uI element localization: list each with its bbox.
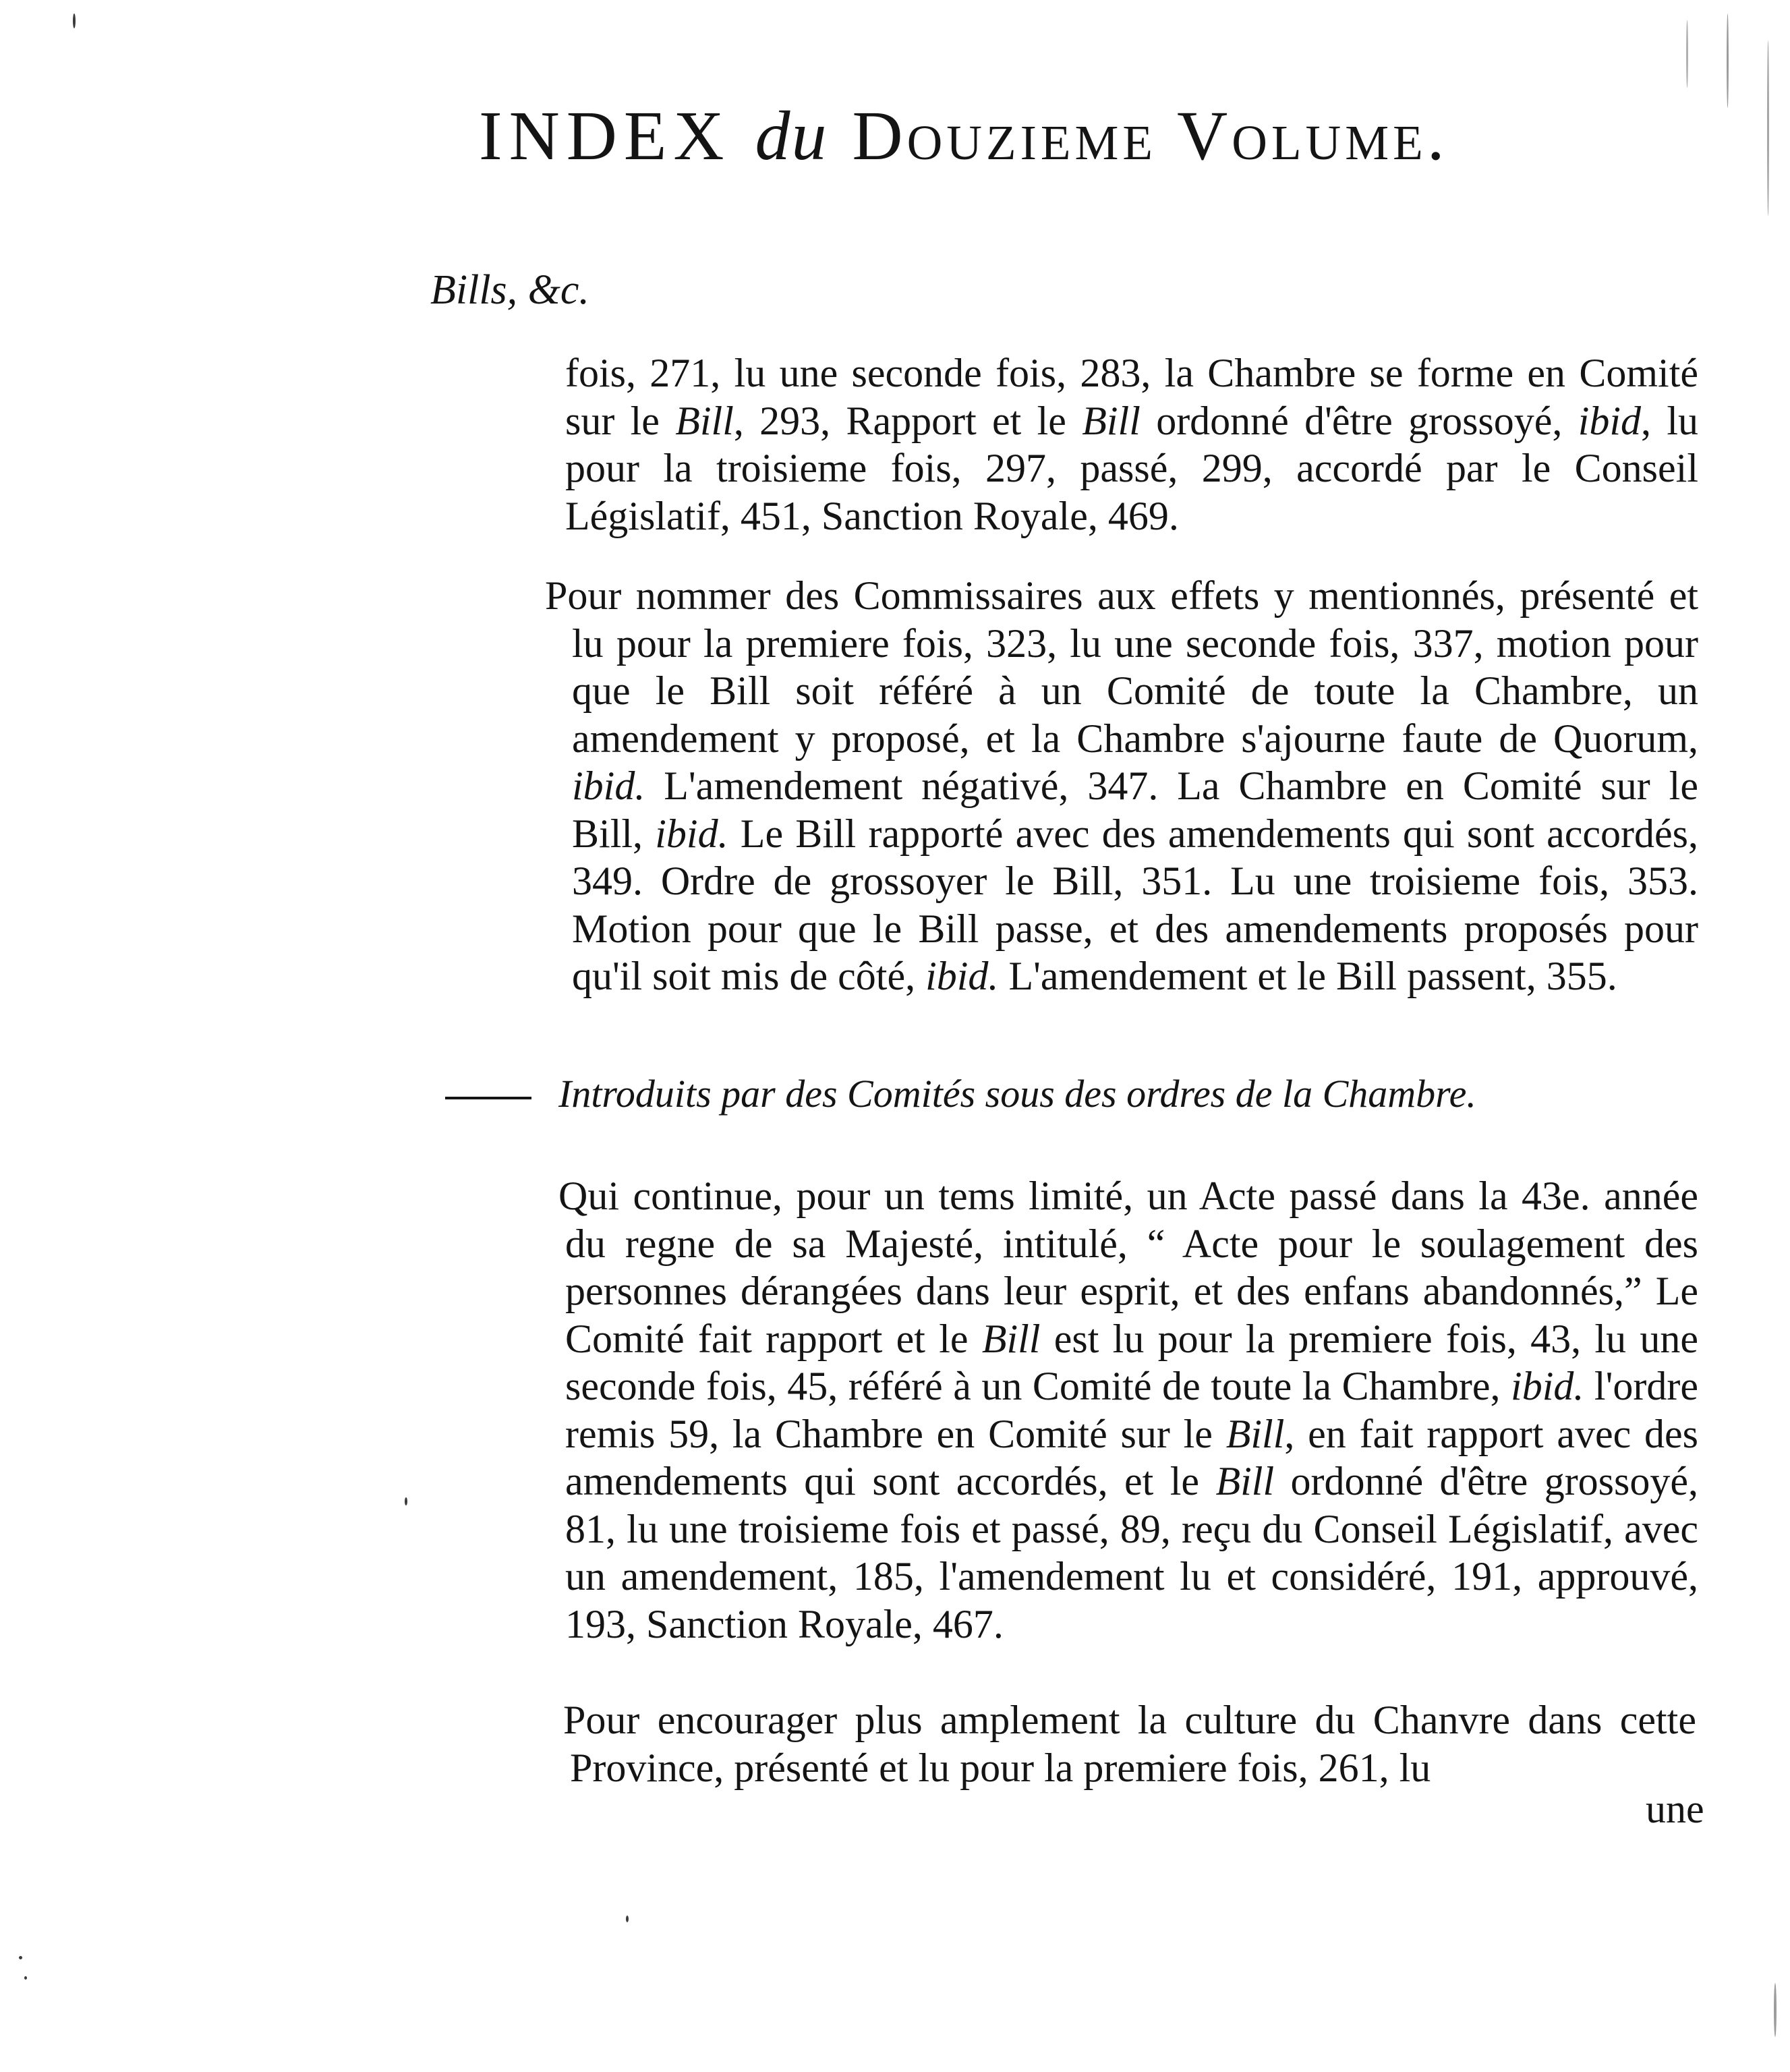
index-entry bbox=[565, 349, 1698, 540]
entry-italic-text: ibid. bbox=[572, 764, 645, 808]
entry-text: l'ordre remis 59, la Chambre en Comité sur le bbox=[565, 1364, 1698, 1456]
running-title bbox=[479, 97, 1693, 175]
catchword: une bbox=[1646, 1787, 1704, 1831]
entry-italic-text: Bill bbox=[1215, 1459, 1275, 1503]
section-heading: Bills, &c. bbox=[430, 267, 589, 313]
entry-text: , 293, Rapport et le bbox=[733, 398, 1082, 443]
print-speck bbox=[626, 1916, 629, 1922]
entry-italic-text: ibid bbox=[1578, 398, 1642, 443]
print-speck bbox=[73, 13, 76, 28]
entry-text: L'amendement négativé, 347. La Chambre en Comité sur le Bill, bbox=[572, 764, 1698, 856]
title-du: du bbox=[755, 97, 828, 175]
entry-italic-text: Bill bbox=[981, 1316, 1041, 1361]
print-speck bbox=[1686, 20, 1688, 88]
subheading-text: Introduits par des Comités sous des ordres de la Chambre. bbox=[558, 1072, 1476, 1116]
entry-italic-text: ibid. bbox=[1511, 1364, 1584, 1408]
subheading bbox=[445, 1071, 1476, 1116]
entry-text: ordonné d'être grossoyé, 81, lu une troisieme fois et passé, 89, reçu du Conseil Législatif, avec un amendement, 185, l'amendement lu et considéré, 191, approuvé, 193, Sanction Royale, 467. bbox=[565, 1459, 1698, 1646]
entry-text: , en fait rapport avec des amendements qui sont accordés, et le bbox=[565, 1411, 1698, 1503]
entry-italic-text: Bill bbox=[1225, 1411, 1285, 1456]
entry-text: Pour encourager plus amplement la culture du Chanvre dans cette Province, présenté et lu pour la premiere fois, 261, lu bbox=[563, 1698, 1696, 1790]
entry-text: Le Bill rapporté avec des amendements qui sont accordés, 349. Ordre de grossoyer le Bill, 351. Lu une troisieme fois, 353. Motion pour que le Bill passe, et des amendements proposés pour qu'il soit mis de côté, bbox=[572, 811, 1698, 998]
print-speck bbox=[1727, 13, 1729, 108]
entry-text: Qui continue, pour un tems limité, un Acte passé dans la 43e. année du regne de sa Majesté, intitulé, “ Acte pour le soulagement des personnes dérangées dans leur esprit, et des enfans abandonnés,” Le Comité fait rapport et le bbox=[558, 1174, 1698, 1361]
title-volume: Douzieme Volume. bbox=[852, 97, 1449, 175]
index-entry bbox=[545, 572, 1698, 1000]
entry-text: ordonné d'être grossoyé, bbox=[1140, 398, 1578, 443]
index-entry bbox=[563, 1696, 1696, 1791]
entry-text: , lu pour la troisieme fois, 297, passé, 299, accordé par le Conseil Législatif, 451, Sanction Royale, 469. bbox=[565, 398, 1699, 538]
em-rule bbox=[445, 1097, 531, 1099]
print-speck bbox=[1774, 1983, 1777, 2037]
index-entry bbox=[558, 1172, 1698, 1648]
title-index: INDEX bbox=[479, 97, 731, 175]
entry-text: L'amendement et le Bill passent, 355. bbox=[998, 954, 1617, 998]
entry-text: Pour nommer des Commissaires aux effets y mentionnés, présenté et lu pour la premiere fois, 323, lu une seconde fois, 337, motion pour que le Bill soit référé à un Comité de toute la Chambre, un amendement y proposé, et la Chambre s'ajourne faute de Quorum, bbox=[545, 573, 1698, 761]
entry-italic-text: ibid. bbox=[655, 811, 728, 856]
print-speck bbox=[24, 1976, 27, 1980]
entry-text: fois, 271, lu une seconde fois, 283, la Chambre se forme en Comité sur le bbox=[565, 351, 1698, 443]
entry-text: est lu pour la premiere fois, 43, lu une seconde fois, 45, référé à un Comité de toute la Chambre, bbox=[565, 1316, 1698, 1408]
print-speck bbox=[19, 1956, 22, 1959]
entry-italic-text: Bill bbox=[675, 398, 734, 443]
entry-italic-text: ibid. bbox=[925, 954, 999, 998]
entry-italic-text: Bill bbox=[1082, 398, 1141, 443]
print-speck bbox=[405, 1497, 407, 1505]
print-speck bbox=[1767, 40, 1769, 216]
